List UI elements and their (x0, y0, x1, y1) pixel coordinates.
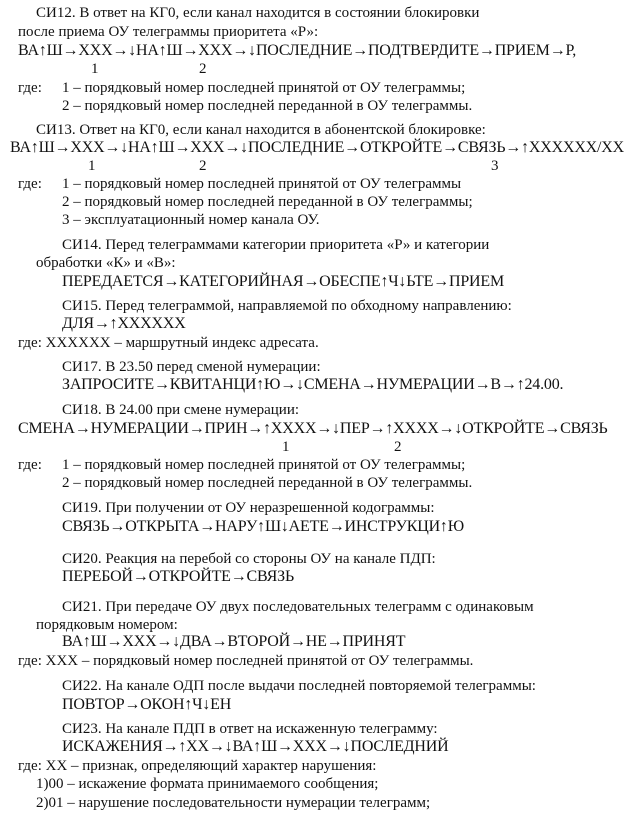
si22-heading: СИ22. На канале ОДП после выдачи последней повторяемой телеграммы: (62, 678, 536, 694)
si23-heading: СИ23. На канале ПДП в ответ на искаженную телеграмму: (62, 721, 438, 737)
si18-sequence: СМЕНА→НУМЕРАЦИИ→ПРИН→↑ХХХХ→↓ПЕР→↑ХХХХ→↓ОТКРОЙТЕ→СВЯЗЬ (18, 420, 608, 437)
si18-heading: СИ18. В 24.00 при смене нумерации: (62, 402, 300, 418)
si12-marker-2: 2 (199, 61, 207, 77)
si18-marker-1: 1 (282, 439, 290, 455)
si21-note: где: ХХХ – порядковый номер последней принятой от ОУ телеграммы. (18, 653, 474, 669)
si13-marker-1: 1 (88, 158, 96, 174)
si12-marker-1: 1 (91, 61, 99, 77)
si23-sequence: ИСКАЖЕНИЯ→↑ХХ→↓ВА↑Ш→ХХХ→↓ПОСЛЕДНИЙ (62, 738, 449, 755)
si21-sequence: ВА↑Ш→ХХХ→↓ДВА→ВТОРОЙ→НЕ→ПРИНЯТ (62, 633, 406, 650)
si20-sequence: ПЕРЕБОЙ→ОТКРОЙТЕ→СВЯЗЬ (62, 568, 294, 585)
si18-marker-2: 2 (394, 439, 402, 455)
si14-sequence: ПЕРЕДАЕТСЯ→КАТЕГОРИЙНАЯ→ОБЕСПЕ↑Ч↓ЬТЕ→ПРИЕМ (62, 273, 504, 290)
si15-note: где: ХХХХХХ – маршрутный индекс адресата. (18, 335, 319, 351)
si13-marker-3: 3 (491, 158, 499, 174)
si23-item-2: 2)01 – нарушение последовательности нумерации телеграмм; (36, 795, 431, 811)
si23-item-1: 1)00 – искажение формата принимаемого сообщения; (36, 776, 379, 792)
si13-def-2: 2 – порядковый номер последней переданной в ОУ телеграммы; (62, 194, 473, 210)
si15-heading: СИ15. Перед телеграммой, направляемой по обходному направлению: (62, 298, 512, 314)
si12-def-2: 2 – порядковый номер последней переданной в ОУ телеграммы. (62, 98, 473, 114)
si23-note: где: ХХ – признак, определяющий характер нарушения: (18, 758, 377, 774)
si12-heading-cont: после приема ОУ телеграммы приоритета «Р»: (18, 24, 319, 40)
si14-heading-cont: обработки «К» и «В»: (36, 255, 176, 271)
si12-where-label: где: (18, 80, 42, 96)
si15-sequence: ДЛЯ→↑ХХХХХХ (62, 315, 186, 332)
si13-sequence: ВА↑Ш→ХХХ→↓НА↑Ш→ХХХ→↓ПОСЛЕДНИЕ→ОТКРОЙТЕ→СВЯЗЬ→↑ХХХХХХ/ХХ (10, 139, 624, 156)
si21-heading-cont: порядковым номером: (36, 617, 178, 633)
si20-heading: СИ20. Реакция на перебой со стороны ОУ на канале ПДП: (62, 551, 436, 567)
si19-sequence: СВЯЗЬ→ОТКРЫТА→НАРУ↑Ш↓АЕТЕ→ИНСТРУКЦИ↑Ю (62, 518, 464, 535)
si22-sequence: ПОВТОР→ОКОН↑Ч↓ЕН (62, 696, 232, 713)
si21-heading: СИ21. При передаче ОУ двух последовательных телеграмм с одинаковым (62, 599, 534, 615)
si13-where-label: где: (18, 176, 42, 192)
si18-def-1: 1 – порядковый номер последней принятой от ОУ телеграммы; (62, 457, 466, 473)
si14-heading: СИ14. Перед телеграммами категории приоритета «Р» и категории (62, 237, 490, 253)
si12-def-1: 1 – порядковый номер последней принятой от ОУ телеграммы; (62, 80, 466, 96)
si13-heading: СИ13. Ответ на КГ0, если канал находится в абонентской блокировке: (36, 122, 486, 138)
si13-def-1: 1 – порядковый номер последней принятой от ОУ телеграммы (62, 176, 462, 192)
si12-sequence: ВА↑Ш→ХХХ→↓НА↑Ш→ХХХ→↓ПОСЛЕДНИЕ→ПОДТВЕРДИТЕ→ПРИЕМ→Р, (18, 42, 577, 59)
si17-heading: СИ17. В 23.50 перед сменой нумерации: (62, 359, 321, 375)
si12-heading: СИ12. В ответ на КГ0, если канал находится в состоянии блокировки (36, 5, 480, 21)
si13-def-3: 3 – эксплуатационный номер канала ОУ. (62, 212, 320, 228)
si17-sequence: ЗАПРОСИТЕ→КВИТАНЦИ↑Ю→↓СМЕНА→НУМЕРАЦИИ→В→↑24.00. (62, 376, 564, 393)
si13-marker-2: 2 (199, 158, 207, 174)
si19-heading: СИ19. При получении от ОУ неразрешенной кодограммы: (62, 500, 435, 516)
si18-def-2: 2 – порядковый номер последней переданной в ОУ телеграммы. (62, 475, 473, 491)
si18-where-label: где: (18, 457, 42, 473)
